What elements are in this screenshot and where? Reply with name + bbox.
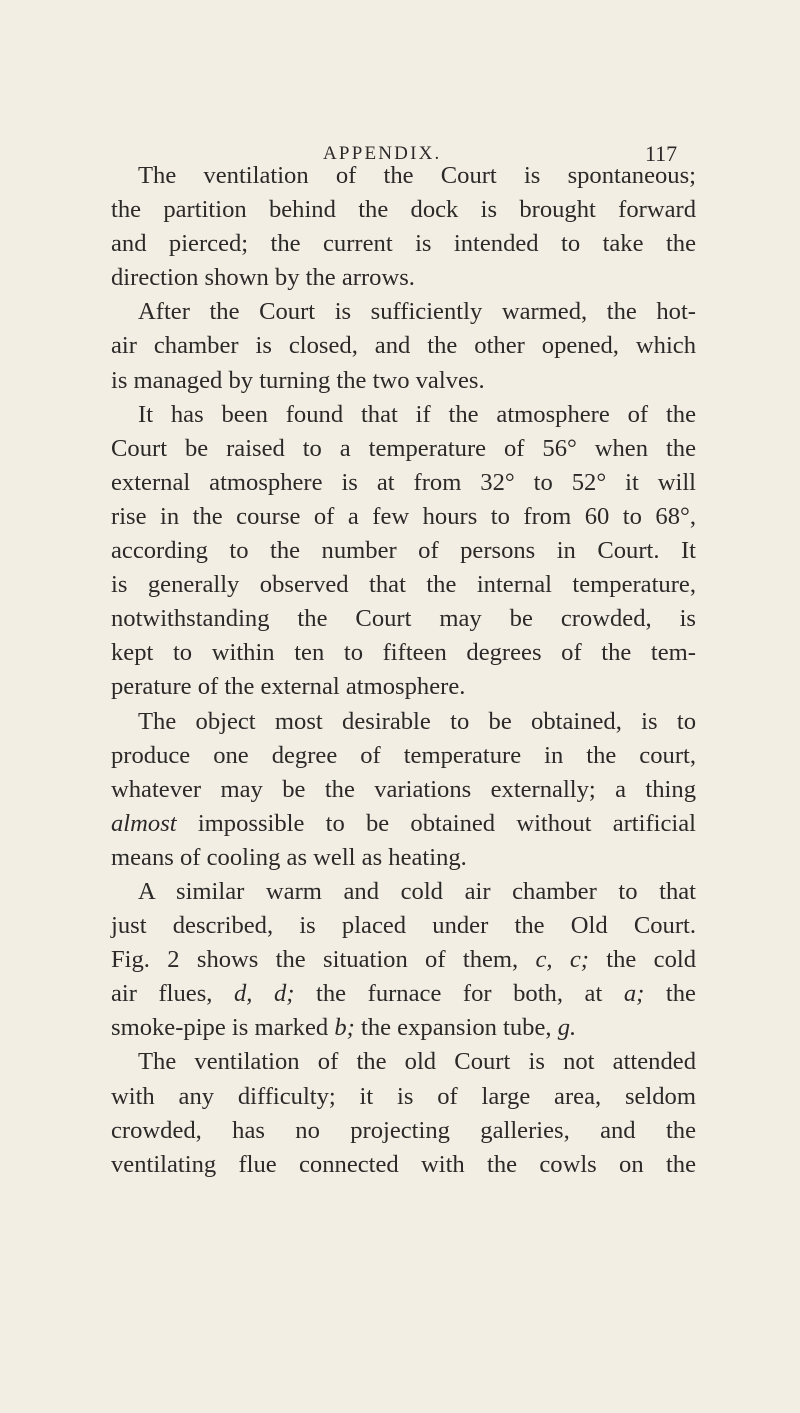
text-segment: smoke-pipe is marked (111, 1014, 335, 1042)
italic-text: b; (334, 1014, 355, 1042)
text-line: notwithstanding the Court may be crowded, is (111, 605, 696, 633)
italic-text: almost (111, 809, 177, 837)
text-line: according to the number of persons in Court. It (111, 537, 696, 565)
text-segment: impossible to be obtained without artificial (176, 809, 696, 837)
text-line: The object most desirable to be obtained, is to (138, 707, 696, 735)
text-segment: the furnace for both, at (294, 980, 624, 1008)
text-line: air chamber is closed, and the other opened, which (111, 332, 696, 360)
text-line: with any difficulty; it is of large area, seldom (111, 1082, 696, 1110)
text-segment: the expansion tube, (354, 1014, 558, 1042)
italic-text: d, d; (234, 980, 295, 1008)
text-line: the partition behind the dock is brought forward (111, 196, 696, 224)
text-line: ventilating flue connected with the cowls on the (111, 1150, 696, 1178)
text-line: perature of the external atmosphere. (111, 673, 466, 701)
text-segment: the (644, 980, 696, 1008)
text-line (111, 1011, 696, 1045)
text-line: It has been found that if the atmosphere of the (138, 400, 696, 428)
text-line: external atmosphere is at from 32° to 52° it will (111, 468, 696, 496)
text-line: kept to within ten to fifteen degrees of the tem- (111, 639, 696, 667)
text-line: After the Court is sufficiently warmed, the hot- (138, 298, 696, 326)
text-segment: Fig. 2 shows the situation of them, (111, 946, 536, 974)
text-line (111, 943, 696, 977)
italic-text: a; (623, 980, 645, 1008)
text-segment: air flues, (111, 980, 234, 1008)
header-title: APPENDIX. (323, 143, 442, 164)
text-line (111, 977, 696, 1011)
text-line: whatever may be the variations externally; a thing (111, 775, 696, 803)
text-line: The ventilation of the old Court is not attended (138, 1048, 696, 1076)
text-line: and pierced; the current is intended to take the (111, 230, 696, 258)
text-line: Court be raised to a temperature of 56° when the (111, 434, 696, 462)
italic-text: g. (557, 1014, 577, 1042)
text-segment: the cold (588, 946, 696, 974)
text-line (111, 807, 696, 841)
text-line: just described, is placed under the Old Court. (111, 912, 696, 940)
body-text (111, 159, 696, 1182)
text-line: is managed by turning the two valves. (111, 366, 485, 394)
text-line: is generally observed that the internal temperature, (111, 571, 696, 599)
text-line: A similar warm and cold air chamber to that (138, 877, 696, 905)
text-line: crowded, has no projecting galleries, and the (111, 1116, 696, 1144)
text-line: means of cooling as well as heating. (111, 843, 467, 871)
page-number: 117 (645, 141, 678, 166)
italic-text: c, c; (535, 946, 589, 974)
text-line: rise in the course of a few hours to from 60 to 68°, (111, 502, 696, 530)
text-line: produce one degree of temperature in the court, (111, 741, 696, 769)
text-line: The ventilation of the Court is spontaneous; (138, 162, 696, 189)
text-line: direction shown by the arrows. (111, 264, 415, 292)
